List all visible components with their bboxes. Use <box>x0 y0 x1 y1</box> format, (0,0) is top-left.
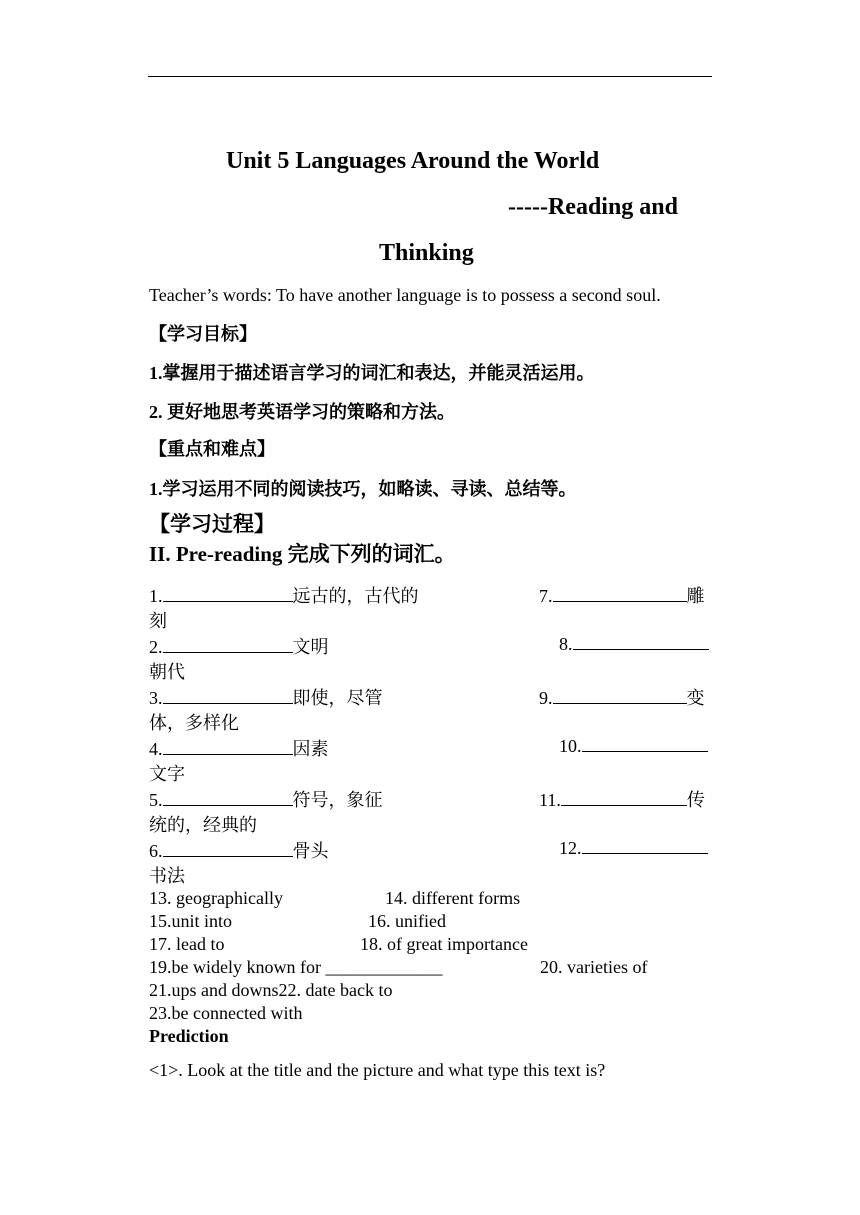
phrase-16: 16. unified <box>368 911 446 931</box>
vocab-item-3 <box>149 684 383 710</box>
prediction-question-1: <1>. Look at the title and the picture and what type this text is? <box>149 1060 606 1080</box>
vocab-num: 4. <box>149 739 163 759</box>
vocab-meaning: 符号，象征 <box>292 790 383 810</box>
vocab-meaning: 即使，尽管 <box>292 688 383 708</box>
phrase-13: 13. geographically <box>149 888 283 908</box>
answer-blank[interactable] <box>582 735 708 752</box>
vocab-num: 10. <box>559 736 582 756</box>
vocab-item-10 <box>559 735 708 757</box>
vocab-meaning: 传 <box>686 790 705 810</box>
phrase-17: 17. lead to <box>149 934 225 954</box>
vocab-wrap-7: 刻 <box>149 611 167 631</box>
vocab-wrap-10: 文字 <box>149 764 185 784</box>
title-line-1: Unit 5 Languages Around the World <box>226 148 600 174</box>
vocab-meaning: 因素 <box>292 739 329 759</box>
answer-blank[interactable] <box>163 738 293 755</box>
goal-1: 1.掌握用于描述语言学习的词汇和表达，并能灵活运用。 <box>149 363 595 383</box>
phrase-23: 23.be connected with <box>149 1003 303 1023</box>
vocab-item-1 <box>149 582 419 608</box>
vocab-num: 1. <box>149 586 163 606</box>
teacher-quote: Teacher’s words: To have another language is to possess a second soul. <box>149 285 661 305</box>
vocab-item-12 <box>559 837 708 859</box>
phrase-18: 18. of great importance <box>360 934 528 954</box>
vocab-item-5 <box>149 786 383 812</box>
answer-blank[interactable] <box>582 837 708 854</box>
vocab-meaning: 远古的，古代的 <box>292 586 419 606</box>
vocab-item-4 <box>149 735 329 761</box>
vocab-item-8 <box>559 633 709 655</box>
vocab-meaning: 骨头 <box>292 841 329 861</box>
goals-heading: 【学习目标】 <box>149 324 257 344</box>
vocab-num: 8. <box>559 634 573 654</box>
answer-blank[interactable] <box>163 789 293 806</box>
answer-blank[interactable] <box>561 789 687 806</box>
vocab-item-11 <box>539 786 705 812</box>
prereading-heading: II. Pre-reading 完成下列的词汇。 <box>149 542 456 566</box>
phrase-20: 20. varieties of <box>540 957 648 977</box>
vocab-num: 2. <box>149 637 163 657</box>
vocab-num: 6. <box>149 841 163 861</box>
vocab-item-9 <box>539 684 705 710</box>
phrase-14: 14. different forms <box>385 888 521 908</box>
vocab-num: 11. <box>539 790 561 810</box>
process-heading: 【学习过程】 <box>149 512 275 536</box>
answer-blank[interactable] <box>553 585 687 602</box>
vocab-num: 12. <box>559 838 582 858</box>
vocab-item-6 <box>149 837 329 863</box>
phrase-15: 15.unit into <box>149 911 233 931</box>
vocab-wrap-12: 书法 <box>149 866 185 886</box>
answer-blank[interactable] <box>163 687 293 704</box>
prediction-heading: Prediction <box>149 1026 229 1046</box>
vocab-num: 7. <box>539 586 553 606</box>
vocab-num: 5. <box>149 790 163 810</box>
phrase-21-22: 21.ups and downs22. date back to <box>149 980 393 1000</box>
key-point-1: 1.学习运用不同的阅读技巧，如略读、寻读、总结等。 <box>149 479 577 499</box>
answer-blank[interactable] <box>553 687 687 704</box>
vocab-meaning: 变 <box>686 688 705 708</box>
answer-blank[interactable] <box>163 585 293 602</box>
vocab-meaning: 文明 <box>292 637 329 657</box>
key-points-heading: 【重点和难点】 <box>149 439 275 459</box>
vocab-meaning: 雕 <box>686 586 705 606</box>
vocab-item-7 <box>539 582 705 608</box>
answer-blank[interactable] <box>163 840 293 857</box>
answer-blank[interactable] <box>163 636 293 653</box>
title-line-3: Thinking <box>379 240 474 266</box>
vocab-wrap-8: 朝代 <box>149 662 185 682</box>
vocab-num: 9. <box>539 688 553 708</box>
goal-2: 2. 更好地思考英语学习的策略和方法。 <box>149 402 455 422</box>
vocab-num: 3. <box>149 688 163 708</box>
vocab-wrap-11: 统的，经典的 <box>149 815 257 835</box>
phrase-19: 19.be widely known for _____________ <box>149 957 443 977</box>
answer-blank[interactable] <box>573 633 709 650</box>
title-line-2: -----Reading and <box>508 194 679 220</box>
header-rule <box>148 76 712 77</box>
vocab-wrap-9: 体，多样化 <box>149 713 239 733</box>
vocab-item-2 <box>149 633 329 659</box>
